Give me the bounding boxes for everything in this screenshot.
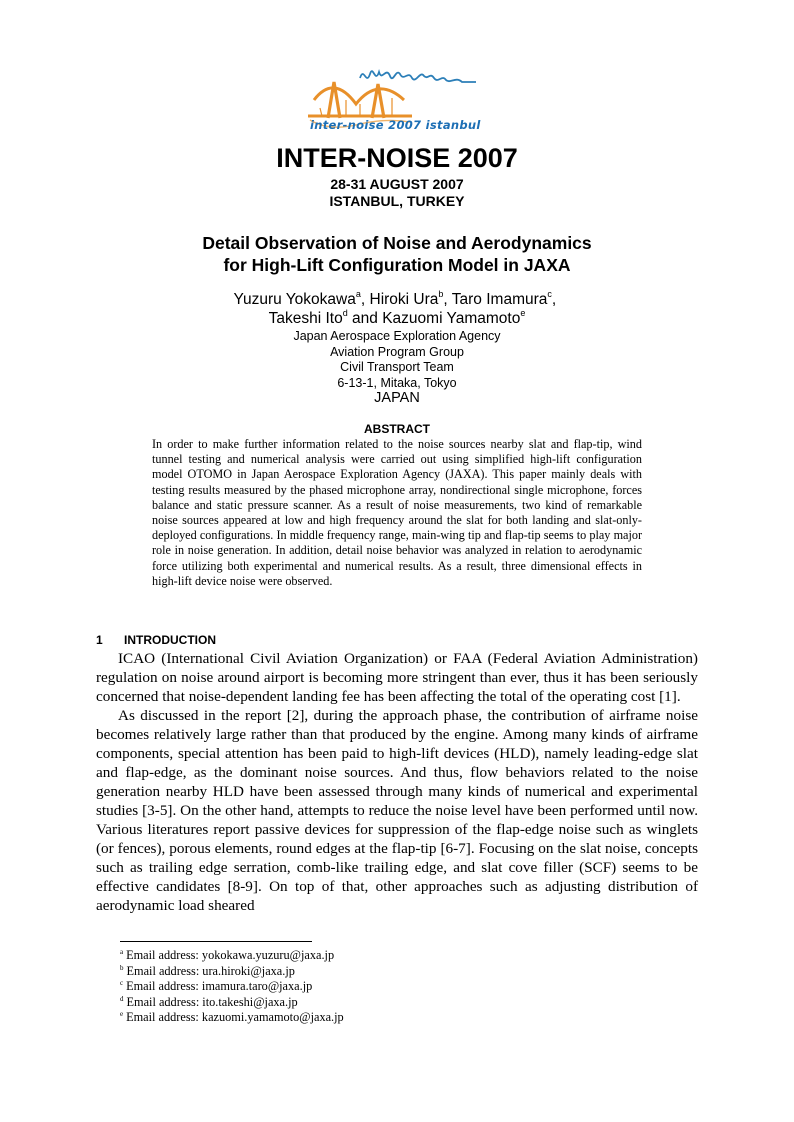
abstract-heading: ABSTRACT — [364, 422, 430, 436]
affiliation-line: Civil Transport Team — [340, 360, 454, 374]
section-heading-introduction — [96, 633, 216, 648]
author-mark: b — [438, 289, 444, 299]
footnote — [120, 979, 520, 995]
author-name: Yuzuru Yokokawa — [233, 291, 356, 308]
paper-title-line-2: for High-Lift Configuration Model in JAXA — [223, 255, 571, 275]
author-mark: a — [355, 289, 361, 299]
affiliation-line: Aviation Program Group — [330, 344, 464, 359]
affiliation-line: Japan Aerospace Exploration Agency — [293, 329, 501, 343]
footnote-mark: d — [120, 994, 124, 1003]
footnote — [120, 948, 520, 964]
footnote — [120, 995, 520, 1011]
body-paragraph: ICAO (International Civil Aviation Organization) or FAA (Federal Aviation Administration) regulation on noise around airport is becoming more stringent than ever, thus it has been seriously concerned that noise-dependent landing fee has been affecting the total of the operating cost [1]. — [96, 650, 698, 705]
footnote-email: Email address: imamura.taro@jaxa.jp — [126, 979, 313, 994]
affiliation-country: JAPAN — [374, 390, 420, 406]
author-separator: , — [443, 291, 452, 308]
author-list — [0, 290, 794, 328]
author-separator: , — [360, 291, 370, 308]
author-name: Taro Imamura — [451, 291, 548, 308]
footnote-rule — [120, 941, 312, 942]
paper-title — [0, 232, 794, 276]
footnote-mark: e — [120, 1010, 124, 1019]
footnote-mark: b — [120, 963, 124, 972]
introduction-body — [96, 649, 698, 915]
logo-caption: inter-noise 2007 istanbul — [310, 118, 481, 132]
footnote-email: Email address: ito.takeshi@jaxa.jp — [126, 994, 298, 1009]
author-mark: c — [547, 289, 552, 299]
section-number: 1 — [96, 633, 103, 647]
conference-location: ISTANBUL, TURKEY — [329, 193, 465, 209]
footnote — [120, 1010, 520, 1026]
section-title: INTRODUCTION — [124, 633, 216, 647]
footnote-email: Email address: yokokawa.yuzuru@jaxa.jp — [126, 948, 335, 962]
footnote-mark: a — [120, 948, 124, 956]
conference-logo — [300, 60, 490, 138]
footnote-email: Email address: kazuomi.yamamoto@jaxa.jp — [126, 1010, 344, 1025]
footnotes — [120, 948, 520, 1026]
author-separator: and — [347, 310, 383, 327]
conference-title: INTER-NOISE 2007 — [276, 143, 518, 173]
abstract-text: In order to make further information related to the noise sources nearby slat and flap-tip, wind tunnel testing and numerical analysis were carried out using simplified high-lift configuration model OTOMO in Japan Aerospace Exploration Agency (JAXA). This paper mainly deals with testing results measured by the phased microphone array, nondirectional single microphone, forces balance and static pressure scanner. As a result of noise measurements, two kind of remarkable noise sources appeared at low and high frequency around the slat for both landing and slat-only-deployed configurations. In middle frequency range, main-wing tip and flap-tip seems to play major role in noise generation. In addition, detail noise behavior was analyzed in relation to aerodynamic force utilizing both experimental and numerical results. As a result, three dimensional effects in high-lift device noise were observed. — [152, 437, 642, 588]
affiliation — [0, 329, 794, 391]
affiliation-line: 6-13-1, Mitaka, Tokyo — [337, 375, 457, 390]
conference-dates: 28-31 AUGUST 2007 — [330, 176, 464, 192]
author-mark: e — [520, 308, 526, 318]
paper-title-line-1: Detail Observation of Noise and Aerodynamics — [202, 233, 592, 253]
body-paragraph: As discussed in the report [2], during the approach phase, the contribution of airframe noise becomes relatively large rather than that produced by the engine. Among many kinds of airframe components, special attention has been paid to high-lift devices (HLD), namely leading-edge slat and flap-edge, as the dominant noise sources. And thus, flow behaviors related to the noise generation nearby HLD have been assessed through many kinds of numerical and experimental studies [3-5]. On the other hand, attempts to reduce the noise level have been performed until now. Various literatures report passive devices for suppression of the flap-edge noise such as winglets (or fences), porous elements, round edges at the flap-tip [6-7]. Focusing on the slat noise, concepts such as trailing edge serration, comb-like trailing edge, and slat cove filler (SCF) seems to be effective candidates [8-9]. On top of that, other approaches such as adjusting distribution of aerodynamic load sheared — [96, 707, 698, 914]
author-line-1 — [0, 290, 794, 309]
author-name: Takeshi Ito — [268, 310, 343, 327]
author-separator: , — [551, 291, 561, 308]
footnote-email: Email address: ura.hiroki@jaxa.jp — [126, 963, 295, 978]
author-name: Kazuomi Yamamoto — [382, 310, 521, 327]
footnote — [120, 964, 520, 980]
author-mark: d — [342, 308, 348, 318]
author-name: Hiroki Ura — [369, 291, 439, 308]
author-line-2 — [0, 309, 794, 328]
footnote-mark: c — [120, 979, 124, 988]
